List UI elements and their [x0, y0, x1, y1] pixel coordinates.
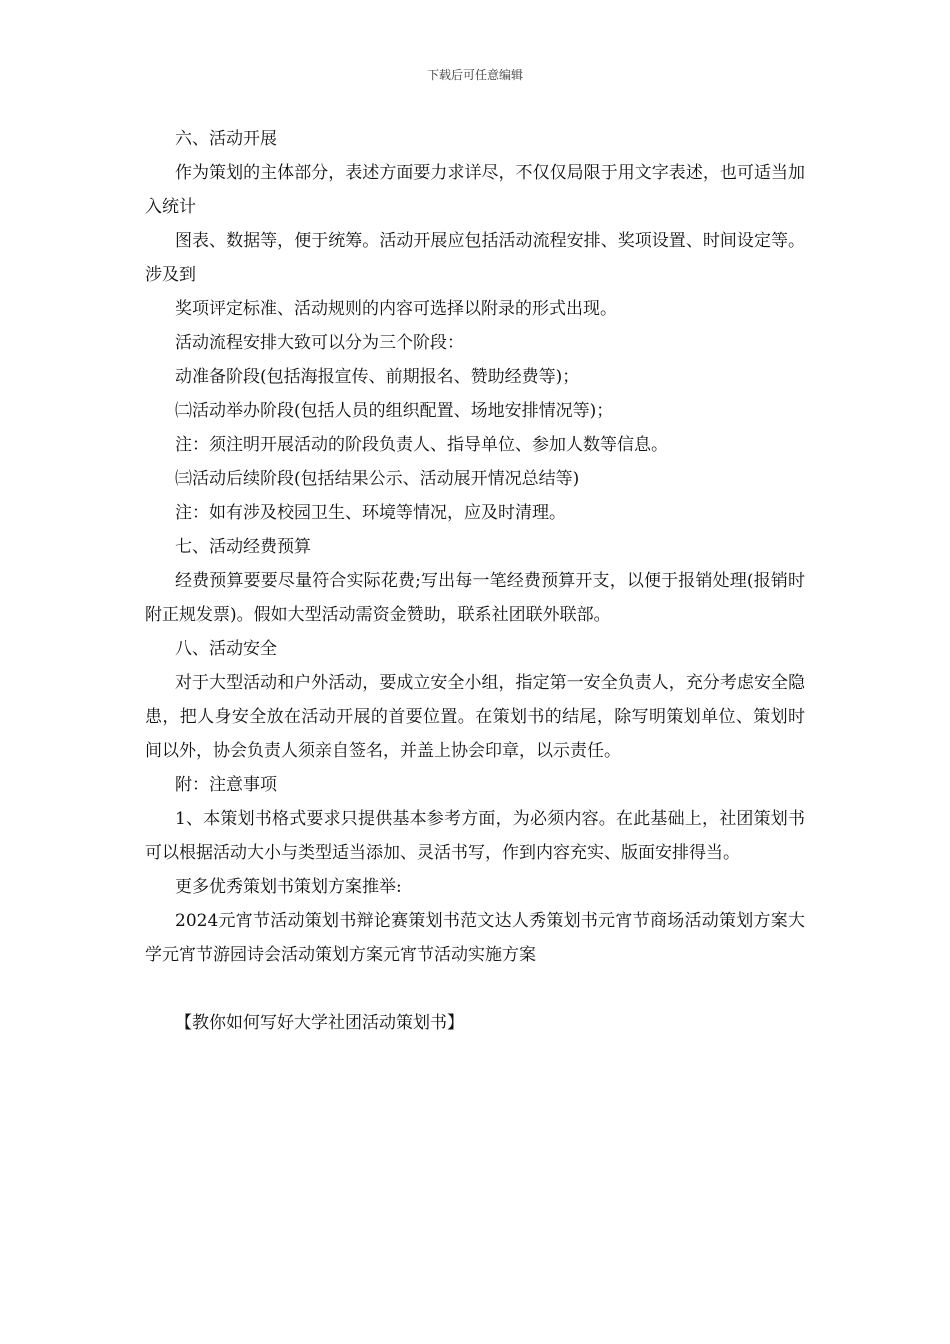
paragraph: 图表、数据等，便于统筹。活动开展应包括活动流程安排、奖项设置、时间设定等。涉及到 [145, 231, 805, 285]
spacer [145, 972, 805, 1006]
section-heading-safety: 八、活动安全 [175, 639, 277, 659]
note: 注：须注明开展活动的阶段负责人、指导单位、参加人数等信息。 [175, 435, 668, 455]
paragraph: 经费预算要要尽量符合实际花费;写出每一笔经费预算开支，以便于报销处理(报销时附正规发票)。假如大型活动需资金赞助，联系社团联外联部。 [145, 571, 805, 625]
paragraph: 对于大型活动和户外活动，要成立安全小组，指定第一安全负责人，充分考虑安全隐患，把人身安全放在活动开展的首要位置。在策划书的结尾，除写明策划单位、策划时间以外，协会负责人须亲自签名，并盖上协会印章，以示责任。 [145, 673, 805, 761]
recommendations-heading: 更多优秀策划书策划方案推举: [175, 877, 402, 897]
paragraph: 奖项评定标准、活动规则的内容可选择以附录的形式出现。 [175, 299, 617, 319]
note: 注：如有涉及校园卫生、环境等情况，应及时清理。 [175, 503, 566, 523]
paragraph: 作为策划的主体部分，表述方面要力求详尽，不仅仅局限于用文字表述，也可适当加入统计 [145, 163, 805, 217]
list-item: ㈡活动举办阶段(包括人员的组织配置、场地安排情况等)； [175, 401, 614, 421]
list-item: ㈢活动后续阶段(包括结果公示、活动展开情况总结等) [175, 469, 580, 489]
section-heading-budget: 七、活动经费预算 [175, 537, 311, 557]
page-header: 下载后可任意编辑 [426, 68, 523, 82]
section-heading-activity: 六、活动开展 [175, 129, 277, 149]
paragraph: 活动流程安排大致可以分为三个阶段： [175, 333, 464, 353]
recommendations-list: 2024元宵节活动策划书辩论赛策划书范文达人秀策划书元宵节商场活动策划方案大学元宵节游园诗会活动策划方案元宵节活动实施方案 [145, 911, 805, 965]
document-body [145, 122, 805, 1040]
footer-title: 【教你如何写好大学社团活动策划书】 [175, 1013, 464, 1033]
paragraph: 1、本策划书格式要求只提供基本参考方面，为必须内容。在此基础上，社团策划书可以根据活动大小与类型适当添加、灵活书写，作到内容充实、版面安排得当。 [145, 809, 805, 863]
list-item: 动准备阶段(包括海报宣传、前期报名、赞助经费等)； [175, 367, 580, 387]
appendix-heading: 附：注意事项 [175, 775, 277, 795]
